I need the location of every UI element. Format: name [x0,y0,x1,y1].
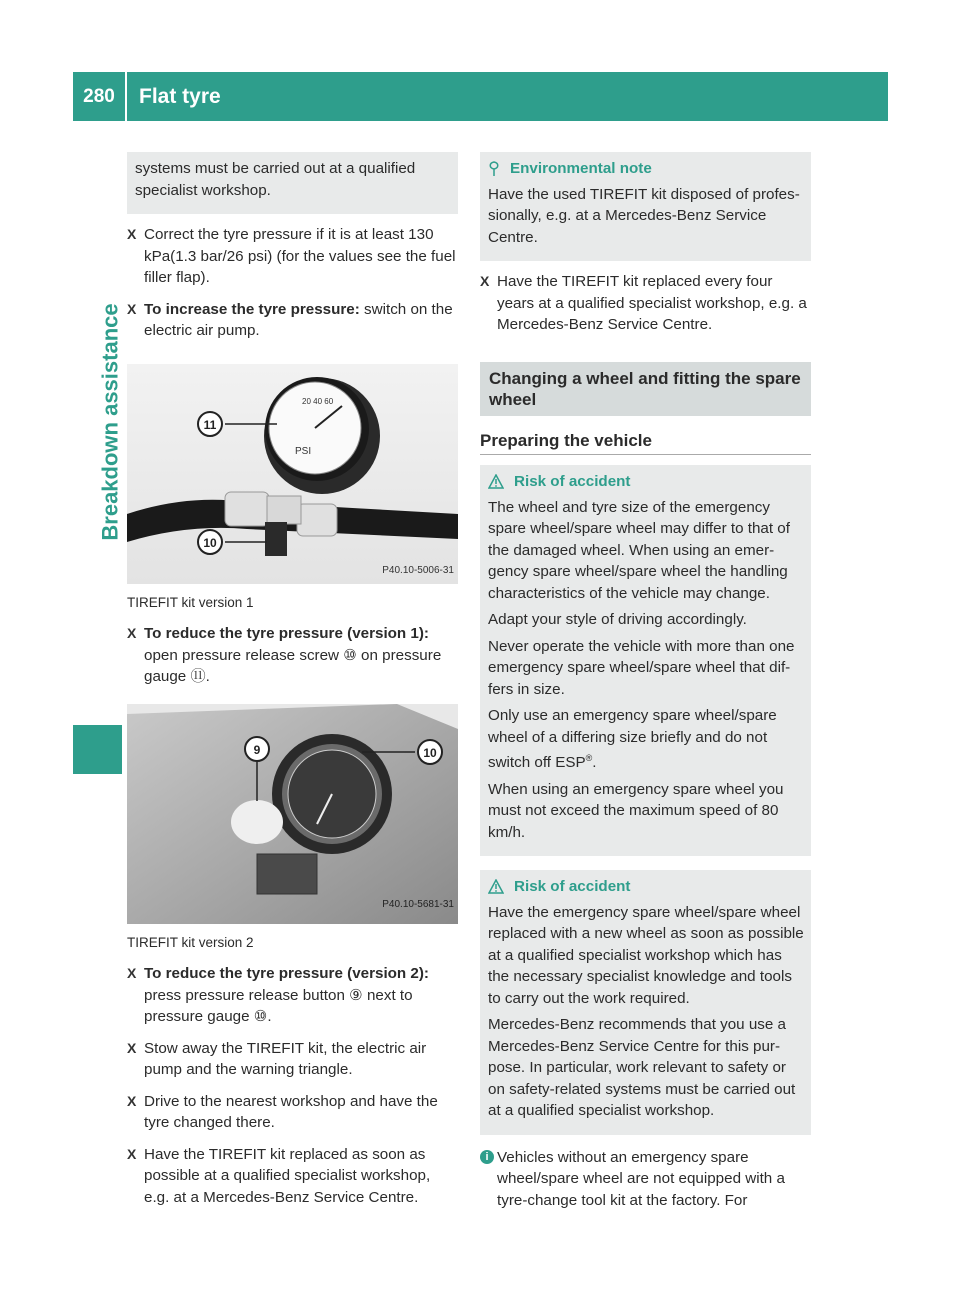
continued-warning-box [127,152,458,214]
arrow-bullet-icon: X [127,965,137,981]
warning-box [480,465,811,856]
page-title: Flat tyre [139,84,221,108]
side-tab-marker [73,725,122,774]
arrow-bullet-icon: X [127,625,137,641]
warning-triangle-icon [488,879,504,894]
instruction-item: X Stow away the TIREFIT kit, the electric air pump and the warning triangle. [127,1039,427,1078]
instruction-item: X Drive to the nearest workshop and have the tyre changed there. [127,1092,438,1131]
side-tab [96,120,126,723]
instruction-item: X Have the TIREFIT kit replaced as soon as possible at a qualified specialist workshop, e.g. at a Mercedes-Benz Service Centre. [127,1145,431,1206]
environmental-note-box [480,152,811,261]
svg-text:20 40 60: 20 40 60 [302,396,334,406]
info-icon: i [480,1150,494,1164]
warning-text: Mercedes-Benz recommends that you use a Mercedes-Benz Service Centre for this pur- pose. In particular, work relevant to safety or on safety-related systems must be carried out at a qualified specialist workshop. [488,1016,796,1120]
warning-text: Adapt your style of driving accordingly. [488,611,747,628]
right-column [480,152,811,1211]
arrow-bullet-icon: X [127,1039,137,1056]
svg-text:PSI: PSI [295,445,312,457]
side-tab-label: Breakdown assistance [98,302,124,541]
svg-text:10: 10 [203,535,217,550]
warning-text: When using an emergency spare wheel you must not exceed the maximum speed of 80 km/h. [488,780,784,841]
instruction-item: X Have the TIREFIT kit replaced every four years at a qualified specialist workshop, e.g. a Mercedes-Benz Service Centre. [480,273,807,333]
instruction-item: X To increase the tyre pressure: switch on the electric air pump. [127,300,453,339]
warning-text: Never operate the vehicle with more than one emergency spare wheel/spare wheel that dif- fers in size. [488,637,795,698]
tirefit-v2-photo [127,704,458,924]
arrow-bullet-icon: X [480,273,490,289]
page-header [73,72,888,121]
environmental-note-title: Environmental note [488,158,805,180]
warning-text: The wheel and tyre size of the emergency spare wheel/spare wheel may differ to that of the damaged wheel. When using an emer- gency spare wheel/spare wheel the handling characteristics of the vehicle may change. [488,498,790,602]
arrow-bullet-icon: X [127,1092,137,1109]
warning-title: Risk of accident [488,876,805,898]
warning-text: Only use an emergency spare wheel/spare wheel of a differing size briefly and do not switch off ESP®. [488,707,777,772]
section-heading: Changing a wheel and fitting the spare wheel [480,362,811,416]
warning-title: Risk of accident [488,471,805,493]
image-code: P40.10-5006-31 [382,565,454,576]
arrow-bullet-icon: X [127,300,137,317]
instruction-item: X To reduce the tyre pressure (version 2): press pressure release button ⑨ next to pressure gauge ⑩. [127,965,429,1025]
continued-warning-text: systems must be carried out at a qualified specialist workshop. [135,160,416,199]
tirefit-v1-photo [127,364,458,584]
left-column [127,152,458,1208]
instruction-item: X Correct the tyre pressure if it is at least 130 kPa(1.3 bar/26 psi) (for the values see the fuel filler flap). [127,226,456,286]
info-note: i Vehicles without an emergency spare wheel/spare wheel are not equipped with a tyre-change tool kit at the factory. For [480,1147,811,1212]
arrow-bullet-icon: X [127,226,137,242]
instruction-item: X To reduce the tyre pressure (version 1): open pressure release screw ⑩ on pressure gauge ⑪. [127,625,442,685]
warning-text: Have the emergency spare wheel/spare wheel replaced with a new wheel as soon as possible at a qualified specialist workshop which has the necessary specialist knowledge and tools to carry out the work required. [488,903,804,1007]
environmental-note-text: Have the used TIREFIT kit disposed of profes- sionally, e.g. at a Mercedes-Benz Service Centre. [488,185,800,246]
svg-text:9: 9 [253,742,261,757]
page-number: 280 [83,85,115,107]
arrow-bullet-icon: X [127,1145,137,1162]
image-code: P40.10-5681-31 [382,899,454,910]
warning-box [480,870,811,1135]
warning-triangle-icon [488,474,504,489]
image-caption: TIREFIT kit version 1 [127,594,254,610]
header-divider [125,72,127,121]
leaf-icon [488,161,500,177]
subheading: Preparing the vehicle [480,430,811,456]
image-caption: TIREFIT kit version 2 [127,934,254,950]
svg-text:10: 10 [423,745,437,760]
svg-text:11: 11 [203,417,217,432]
